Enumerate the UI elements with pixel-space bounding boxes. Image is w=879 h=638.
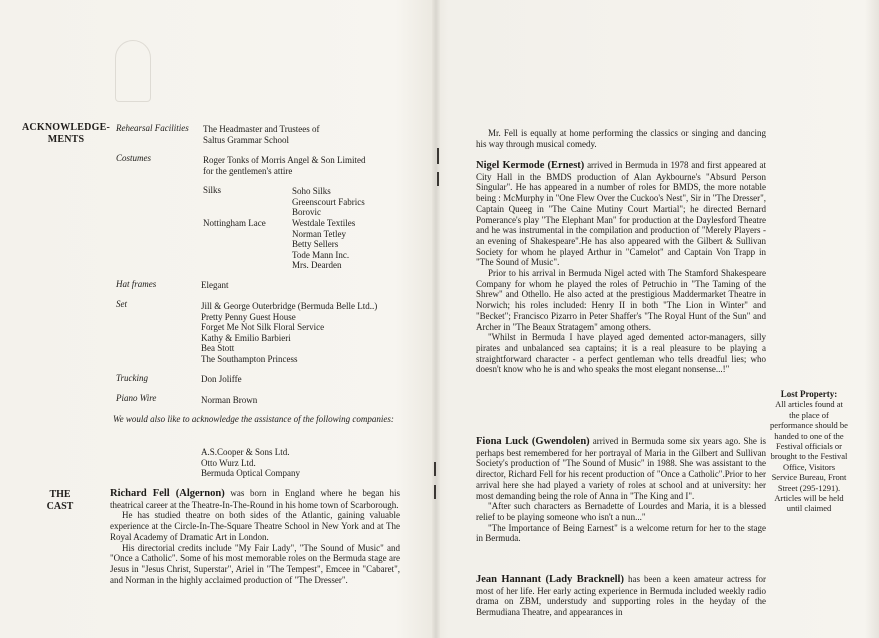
credit-line: Norman Brown — [201, 395, 258, 405]
category-set: Set — [116, 299, 127, 309]
sub-category-silks: Silks — [203, 185, 222, 195]
nottingham-lines — [292, 218, 355, 271]
credit-line: Borovic — [292, 207, 321, 218]
lost-property-title: Lost Property: — [780, 389, 838, 399]
category-costumes: Costumes — [116, 153, 152, 163]
cast-heading: THE CAST — [46, 489, 74, 512]
hat-frames-lines — [201, 280, 229, 291]
trucking-lines — [201, 374, 242, 385]
show-through-mark — [115, 40, 151, 102]
credit-line: The Headmaster and Trustees of — [203, 124, 320, 134]
bio-fiona-luck — [476, 436, 766, 544]
companies-list — [201, 447, 300, 479]
actor-name: Nigel Kermode (Ernest) — [476, 160, 585, 171]
credit-line: Greenscourt Fabrics — [292, 196, 365, 207]
bio-text: He has studied theatre on both sides of the Atlantic, gaining valuable experience at the Circle-In-The-Square Theatre School in New York and at The Royal Academy of Dramatic Art in London. — [110, 510, 400, 542]
bio-fell-continued — [476, 128, 766, 149]
credit-line: Kathy & Emilio Barbieri — [201, 332, 291, 343]
binding-mark — [437, 148, 439, 164]
bio-jean-hannant — [476, 574, 766, 618]
category-hat-frames: Hat frames — [116, 279, 157, 289]
credit-line: Pretty Penny Guest House — [201, 311, 296, 322]
acknowledgements-heading: ACKNOWLEDGE- MENTS — [22, 122, 110, 145]
category-rehearsal: Rehearsal Facilities — [116, 123, 189, 133]
company-line: A.S.Cooper & Sons Ltd. — [201, 447, 290, 457]
credit-line: Norman Tetley — [292, 228, 346, 239]
set-lines — [201, 301, 377, 365]
credit-line: The Southampton Princess — [201, 353, 298, 364]
silks-lines — [292, 186, 365, 218]
bio-text: Mr. Fell is equally at home performing the classics or singing and dancing his way through musical comedy. — [476, 128, 766, 149]
bio-text: has been a keen amateur actress for most of her life. Her early acting experience in Bermuda included weekly radio drama on ZBM, understudy and supporting roles in the heyday of the Bermudiana Theatre, and appearances in — [476, 574, 766, 618]
bio-text: was born in England where he began his theatrical career at the Theatre-In-The-Round in his home town of Scarborough. — [110, 488, 400, 510]
credit-line: Roger Tonks of Morris Angel & Son Limited — [203, 155, 366, 165]
credit-line: Mrs. Dearden — [292, 260, 342, 271]
bio-text: arrived in Bermuda in 1978 and first appeared at City Hall in the BMDS production of Alan Aykbourne's "Absurd Person Singular". He has appeared in a number of roles for BMDS, the more notable being : McMurphy in "One Flew Over the Cuckoo's Nest", Sir in "The Dresser", Captain Queeg in "The Caine Mutiny Court Martial"; he directed Bernard Pomerance's play "The Elephant Man" for production at the Daylesford Theatre and he was instrumental in the compilation and production of "Merely Players - an evening of Shakespeare".He has also appeared with the Gilbert & Sullivan Society for whom he played Arthur in "Camelot" and Captain Von Trapp in "The Sound of Music". — [476, 160, 766, 268]
costumes-lines — [203, 155, 365, 176]
bio-text: Prior to his arrival in Bermuda Nigel acted with The Stamford Shakespeare Company for whom he played the roles of Petruchio in "The Taming of the Shrew" and Othello. He also acted at the prestigious Maddermarket Theatre in Norwich; his roles included: Henry II in both "The Lion in Winter" and "Becket"; Francisco Pizarro in Peter Shaffer's "The Royal Hunt of the Sun" and Archer in "The Beaux Stratagem" among others. — [476, 268, 766, 332]
silks-label — [203, 185, 221, 196]
binding-mark — [434, 485, 436, 499]
credit-line: Tode Mann Inc. — [292, 249, 350, 260]
sub-category-nottingham: Nottingham Lace — [203, 218, 266, 228]
credit-line: Don Joliffe — [201, 374, 242, 384]
binding-mark — [437, 172, 439, 186]
rehearsal-lines — [203, 124, 319, 145]
credit-line: Betty Sellers — [292, 239, 339, 250]
credit-line: Forget Me Not Silk Floral Service — [201, 322, 325, 333]
bio-text: arrived in Bermuda some six years ago. She is perhaps best remembered for her portrayal of Maria in the Gilbert and Sullivan Society's production of "The Sound of Music" in 1988. She was assistant to the director, Richard Fell for his recent production of "Once a Catholic".Prior to her arrival here she had played a variety of roles at school and at university: her most demanding being the role of Anna in "The King and I". — [476, 436, 766, 501]
credit-line: Elegant — [201, 280, 229, 290]
credit-line: Bea Stott — [201, 343, 235, 354]
page-edge — [865, 0, 879, 638]
credit-line: Westdale Textiles — [292, 218, 356, 228]
bio-richard-fell — [110, 488, 400, 585]
lost-property-notice — [770, 389, 848, 514]
page-fold — [432, 0, 440, 638]
credit-line: Saltus Grammar School — [203, 134, 289, 145]
category-piano-wire: Piano Wire — [116, 393, 157, 403]
bio-text: "After such characters as Bernadette of Lourdes and Maria, it is a blessed relief to be playing someone who isn't a nun..." — [476, 501, 766, 522]
bio-nigel-kermode — [476, 160, 766, 375]
credit-line: for the gentlemen's attire — [203, 165, 293, 176]
piano-wire-lines — [201, 395, 257, 406]
acknowledgement-note: We would also like to acknowledge the assistance of the following companies: — [113, 414, 394, 424]
actor-name: Fiona Luck (Gwendolen) — [476, 436, 590, 447]
company-line: Bermuda Optical Company — [201, 468, 300, 479]
bio-text: "The Importance of Being Earnest" is a welcome return for her to the stage in Bermuda. — [476, 522, 766, 544]
credit-line: Jill & George Outerbridge (Bermuda Belle Ltd..) — [201, 301, 378, 311]
binding-mark — [434, 462, 436, 476]
credit-line: Soho Silks — [292, 186, 331, 196]
bio-text: His directorial credits include "My Fair Lady", "The Sound of Music" and "Once a Catholic". Some of his most memorable roles on the Bermuda stage are Jesus in "Jesus Christ, Superstar", Ariel in "The Tempest", Emcee in "Cabaret", and Norman in the highly acclaimed production of "The Dresser". — [110, 542, 400, 585]
lost-property-text: All articles found at the place of performance should be handed to one of the Festival officials or brought to the Festival Office, Visitors Service Bureau, Front Street (295-1291). Articles will be held until claimed — [770, 399, 848, 514]
company-line: Otto Wurz Ltd. — [201, 457, 256, 468]
actor-name: Richard Fell (Algernon) — [110, 488, 225, 499]
category-trucking: Trucking — [116, 373, 149, 383]
bio-text: "Whilst in Bermuda I have played aged demented actor-managers, silly pirates and unbalanced sea captains; it is a real pleasure to be playing a straightforward character - a perfect gentleman who tells dreadful lies; who doesn't know who he is and who speaks the most elegant nonsense...!" — [476, 332, 766, 375]
actor-name: Jean Hannant (Lady Bracknell) — [476, 574, 624, 585]
nottingham-label — [203, 218, 266, 229]
